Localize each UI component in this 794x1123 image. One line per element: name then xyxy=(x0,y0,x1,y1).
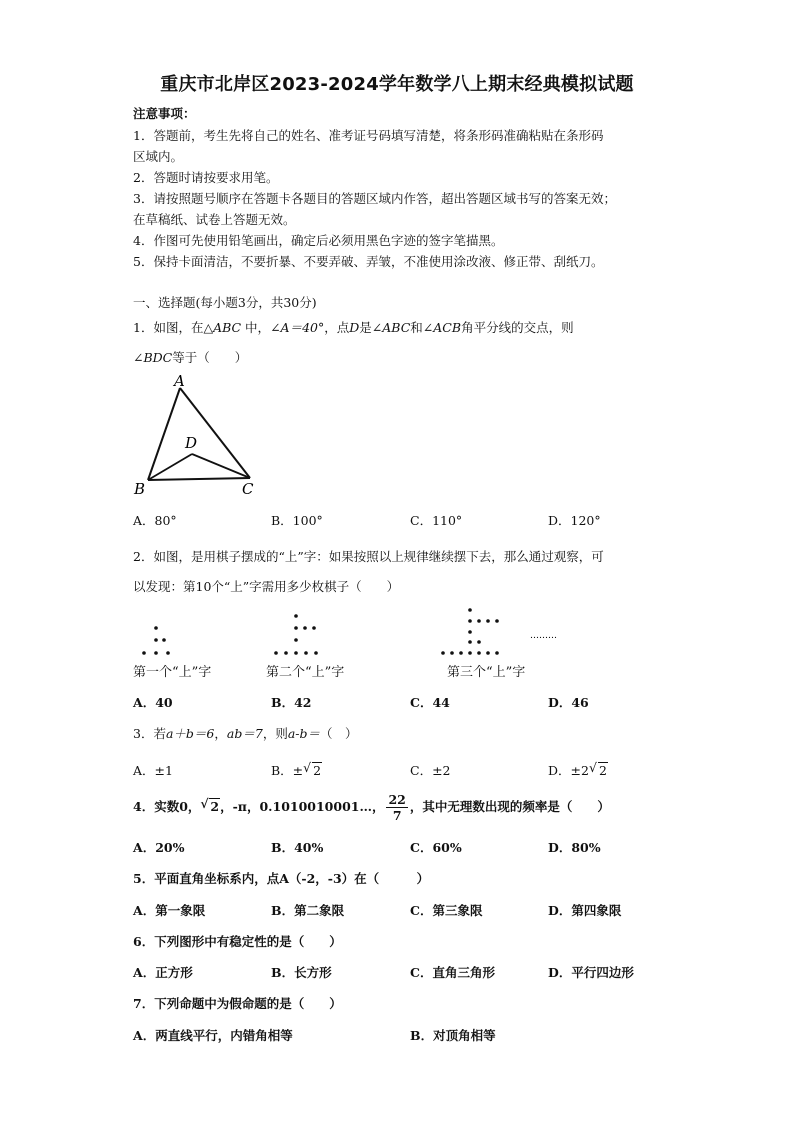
notice-line-7: 5．保持卡面清洁，不要折暴、不要弄破、弄皱，不准使用涂改液、修正带、刮纸刀。 xyxy=(133,254,604,269)
q6-option-c[interactable]: C．直角三角形 xyxy=(410,965,495,980)
sqrt-icon xyxy=(303,763,322,778)
notice-line-5: 在草稿纸、试卷上答题无效。 xyxy=(133,212,296,227)
label-d: D xyxy=(185,434,198,452)
q1-text-mid1: 中， xyxy=(241,320,271,335)
q1-angle-abc: ∠ABC xyxy=(371,320,411,335)
q3-text-sep: ， xyxy=(214,726,227,741)
sqrt-icon xyxy=(589,763,608,778)
figure-2-dots xyxy=(274,614,318,655)
q6-stem: 6．下列图形中有稳定性的是（ ） xyxy=(133,934,342,949)
caption-figure-3: 第三个“上”字 xyxy=(447,665,526,680)
q1-angle-acb: ∠ACB xyxy=(422,320,462,335)
q5-stem: 5．平面直角坐标系内，点A（-2，-3）在（ ） xyxy=(133,871,430,886)
continuation-ellipsis: ……… xyxy=(530,631,557,641)
q2-stem-line-2: 以发现：第10个“上”字需用多少枚棋子（ ） xyxy=(133,579,400,594)
label-b: B xyxy=(134,480,146,498)
q1-stem-line-2 xyxy=(133,348,247,366)
q7-stem: 7．下列命题中为假命题的是（ ） xyxy=(133,996,342,1011)
figure-3-dots xyxy=(441,608,499,655)
edge-ab xyxy=(148,388,180,480)
q3-expr-diff: a-b＝ xyxy=(287,726,321,741)
q7-option-b[interactable]: B．对顶角相等 xyxy=(410,1028,496,1043)
q1-text-line2: 等于（ ） xyxy=(172,350,248,365)
q2-option-c[interactable]: C．44 xyxy=(410,695,450,710)
q3-expr-sum: a＋b＝6 xyxy=(165,726,215,741)
notice-line-6: 4．作图可先使用铅笔画出，确定后必须用黑色字迹的签字笔描黑。 xyxy=(133,233,504,248)
q3-text-post: （ ） xyxy=(320,726,358,741)
q1-triangle-figure xyxy=(128,370,268,500)
q3-stem xyxy=(133,724,358,742)
q2-chess-figures xyxy=(130,606,580,660)
q4-option-c[interactable]: C．60% xyxy=(410,840,462,855)
q1-option-a[interactable]: A．80° xyxy=(133,513,177,528)
q1-text-post: 角平分线的交点，则 xyxy=(461,320,574,335)
q1-option-b[interactable]: B．100° xyxy=(271,513,323,528)
q3-option-b-radicand: 2 xyxy=(313,763,322,778)
edge-ac xyxy=(180,388,250,478)
q4-option-d[interactable]: D．80% xyxy=(548,840,601,855)
q6-option-a[interactable]: A．正方形 xyxy=(133,965,193,980)
q1-stem-line-1 xyxy=(133,318,574,336)
q4-fraction-numerator: 22 xyxy=(388,792,406,807)
notice-line-2: 区域内。 xyxy=(133,149,184,164)
notice-heading: 注意事项： xyxy=(133,106,196,121)
q5-option-b[interactable]: B．第二象限 xyxy=(271,903,345,918)
q3-option-d-radicand: 2 xyxy=(598,763,607,778)
q1-text-mid4: 和 xyxy=(410,320,423,335)
q3-text-mid: ，则 xyxy=(262,726,288,741)
q1-text-pre: 1．如图，在 xyxy=(133,320,204,335)
q5-option-d[interactable]: D．第四象限 xyxy=(548,903,622,918)
q4-fraction xyxy=(386,792,407,823)
q3-option-a[interactable]: A．±1 xyxy=(133,763,173,778)
q1-option-d[interactable]: D．120° xyxy=(548,513,601,528)
q3-option-d[interactable] xyxy=(548,761,608,779)
section-heading: 一、选择题(每小题3分，共30分) xyxy=(133,295,317,310)
notice-line-1: 1．答题前，考生先将自己的姓名、准考证号码填写清楚，将条形码准确粘贴在条形码 xyxy=(133,128,604,143)
q7-option-a[interactable]: A．两直线平行，内错角相等 xyxy=(133,1028,293,1043)
q1-option-c[interactable]: C．110° xyxy=(410,513,463,528)
q5-option-a[interactable]: A．第一象限 xyxy=(133,903,206,918)
q2-option-a[interactable]: A．40 xyxy=(133,695,173,710)
caption-figure-2: 第二个“上”字 xyxy=(266,665,345,680)
q5-option-c[interactable]: C．第三象限 xyxy=(410,903,483,918)
q4-text-mid: ，-π，0.1010010001…， xyxy=(220,799,385,814)
q6-option-b[interactable]: B．长方形 xyxy=(271,965,332,980)
label-a: A xyxy=(174,372,185,390)
q1-triangle: △ABC xyxy=(203,320,242,335)
q2-option-d[interactable]: D．46 xyxy=(548,695,589,710)
q1-text-mid3: 是 xyxy=(359,320,372,335)
q1-angle-bdc: ∠BDC xyxy=(133,350,173,365)
q4-option-a[interactable]: A．20% xyxy=(133,840,185,855)
q3-option-c[interactable]: C．±2 xyxy=(410,763,451,778)
q4-fraction-denominator: 7 xyxy=(392,808,402,823)
q4-radicand: 2 xyxy=(210,799,220,814)
q4-text-post: ，其中无理数出现的频率是（ ） xyxy=(409,799,610,814)
q3-option-d-prefix: D．±2 xyxy=(548,763,589,778)
q3-option-b-prefix: B．± xyxy=(271,763,304,778)
q4-text-pre: 4．实数0， xyxy=(133,799,201,814)
figure-1-dots xyxy=(142,626,170,655)
q3-expr-product: ab＝7 xyxy=(226,726,263,741)
q1-text-mid2: ，点 xyxy=(324,320,350,335)
sqrt-icon xyxy=(200,799,220,814)
q2-option-b[interactable]: B．42 xyxy=(271,695,312,710)
q4-option-b[interactable]: B．40% xyxy=(271,840,324,855)
label-c: C xyxy=(242,480,254,498)
edge-bc xyxy=(148,478,250,480)
segment-bd xyxy=(148,454,192,480)
notice-line-3: 2．答题时请按要求用笔。 xyxy=(133,170,279,185)
q3-text-pre: 3．若 xyxy=(133,726,166,741)
q3-option-b[interactable] xyxy=(271,761,322,779)
caption-figure-1: 第一个“上”字 xyxy=(133,665,212,680)
q1-angle-a: ∠A＝40° xyxy=(270,320,325,335)
q4-stem xyxy=(133,792,610,823)
q6-option-d[interactable]: D．平行四边形 xyxy=(548,965,634,980)
page-title: 重庆市北岸区2023-2024学年数学八上期末经典模拟试题 xyxy=(160,74,634,95)
q2-stem-line-1: 2．如图，是用棋子摆成的“上”字：如果按照以上规律继续摆下去，那么通过观察，可 xyxy=(133,549,604,564)
notice-line-4: 3．请按照题号顺序在答题卡各题目的答题区域内作答，超出答题区域书写的答案无效； xyxy=(133,191,616,206)
q1-point-d: D xyxy=(349,320,360,335)
